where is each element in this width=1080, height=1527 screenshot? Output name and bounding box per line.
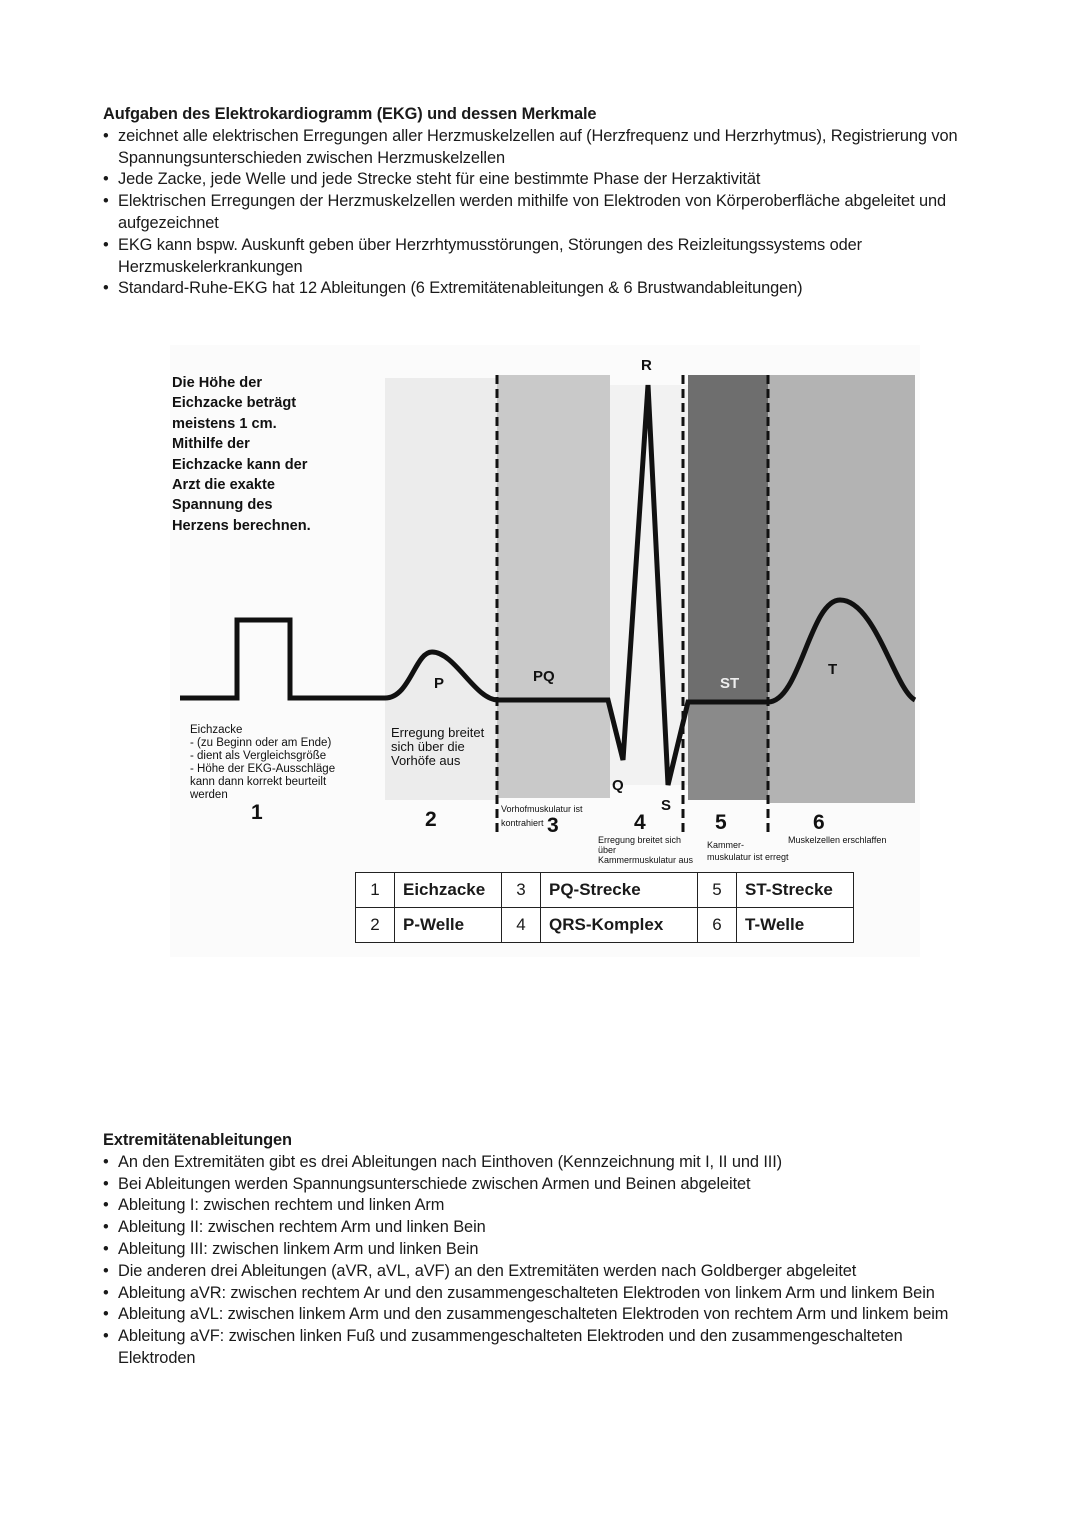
legend-label: ST-Strecke (737, 873, 854, 908)
legend-number: 5 (698, 873, 737, 908)
list-item: • Elektrischen Erregungen der Herzmuskelzellen werden mithilfe von Elektroden von Körperoberfläche abgeleitet und aufgezeichnet (103, 191, 983, 235)
phase-number-6: 6 (813, 811, 825, 834)
phase-number-2: 2 (425, 808, 437, 831)
wave-label-t: T (828, 661, 838, 678)
legend-label: T-Welle (737, 908, 854, 943)
list-item: • Ableitung III: zwischen linkem Arm und linken Bein (103, 1239, 983, 1261)
caption-st: Kammer- muskulatur ist erregt (707, 840, 789, 862)
wave-label-p: P (434, 675, 445, 692)
legend-number: 2 (356, 908, 395, 943)
wave-label-r: R (641, 357, 652, 374)
legend-label: QRS-Komplex (541, 908, 698, 943)
list-item: • Ableitung aVL: zwischen linkem Arm und den zusammengeschalteten Elektroden von rechtem Arm und linkem beim (103, 1304, 983, 1326)
caption-p-welle: Erregung breitet sich über die Vorhöfe aus (391, 725, 485, 768)
legend-table (355, 872, 854, 943)
wave-label-s: S (661, 797, 672, 814)
eichzacke-note: Die Höhe der Eichzacke beträgt meistens 1 cm. Mithilfe der Eichzacke kann der Arzt die exakte Spannung des Herzens berechnen. (172, 375, 311, 534)
ekg-tasks-section (103, 104, 983, 300)
legend-number: 3 (502, 873, 541, 908)
legend-label: Eichzacke (395, 873, 502, 908)
list-item: • Jede Zacke, jede Welle und jede Strecke steht für eine bestimmte Phase der Herzaktivität (103, 169, 983, 191)
extremity-leads-section (103, 1130, 983, 1370)
caption-pq: Vorhofmuskulatur ist kontrahiert (501, 804, 583, 828)
legend-label: P-Welle (395, 908, 502, 943)
list-item: • Standard-Ruhe-EKG hat 12 Ableitungen (6 Extremitätenableitungen & 6 Brustwandableitungen) (103, 278, 983, 300)
table-row (356, 873, 854, 908)
list-item: • zeichnet alle elektrischen Erregungen aller Herzmuskelzellen auf (Herzfrequenz und Herzrhytmus), Registrierung von Spannungsunterschieden zwischen Herzmuskelzellen (103, 126, 983, 170)
section-title: Aufgaben des Elektrokardiogramm (EKG) und dessen Merkmale (103, 105, 597, 123)
wave-label-q: Q (612, 777, 624, 794)
caption-t: Muskelzellen erschlaffen (788, 835, 887, 845)
bullet-list (103, 1152, 983, 1370)
wave-label-pq: PQ (533, 668, 555, 685)
list-item: • Ableitung aVF: zwischen linken Fuß und zusammengeschalteten Elektroden und den zusammengeschalteten Elektroden (103, 1326, 983, 1370)
list-item: • Ableitung II: zwischen rechtem Arm und linken Bein (103, 1217, 983, 1239)
list-item: • Ableitung I: zwischen rechtem und linken Arm (103, 1195, 983, 1217)
phase-number-3: 3 (547, 814, 559, 837)
bullet-list (103, 126, 983, 300)
list-item: • Bei Ableitungen werden Spannungsunterschiede zwischen Armen und Beinen abgeleitet (103, 1174, 983, 1196)
list-item: • Die anderen drei Ableitungen (aVR, aVL, aVF) an den Extremitäten werden nach Goldberger abgeleitet (103, 1261, 983, 1283)
phase-number-4: 4 (634, 811, 646, 834)
caption-qrs: Erregung breitet sich über Kammermuskulatur aus (598, 835, 694, 865)
band-t (768, 375, 915, 803)
list-item: • Ableitung aVR: zwischen rechtem Ar und den zusammengeschalteten Elektroden von linkem Arm und linkem Bein (103, 1283, 983, 1305)
legend-number: 4 (502, 908, 541, 943)
list-item: • EKG kann bspw. Auskunft geben über Herzrhtymusstörungen, Störungen des Reizleitungssystems oder Herzmuskelerkrankungen (103, 235, 983, 279)
section-title: Extremitätenableitungen (103, 1131, 292, 1149)
phase-number-1: 1 (251, 801, 263, 824)
phase-number-5: 5 (715, 811, 727, 834)
wave-label-st: ST (720, 675, 740, 692)
legend-number: 6 (698, 908, 737, 943)
band-pq (497, 375, 610, 798)
list-item: • An den Extremitäten gibt es drei Ableitungen nach Einthoven (Kennzeichnung mit I, II und III) (103, 1152, 983, 1174)
table-row (356, 908, 854, 943)
caption-eichzacke: Eichzacke - (zu Beginn oder am Ende) - dient als Vergleichsgröße - Höhe der EKG-Ausschläge kann dann korrekt beurteilt werden (190, 724, 336, 801)
ekg-diagram (170, 345, 920, 957)
legend-number: 1 (356, 873, 395, 908)
legend-label: PQ-Strecke (541, 873, 698, 908)
